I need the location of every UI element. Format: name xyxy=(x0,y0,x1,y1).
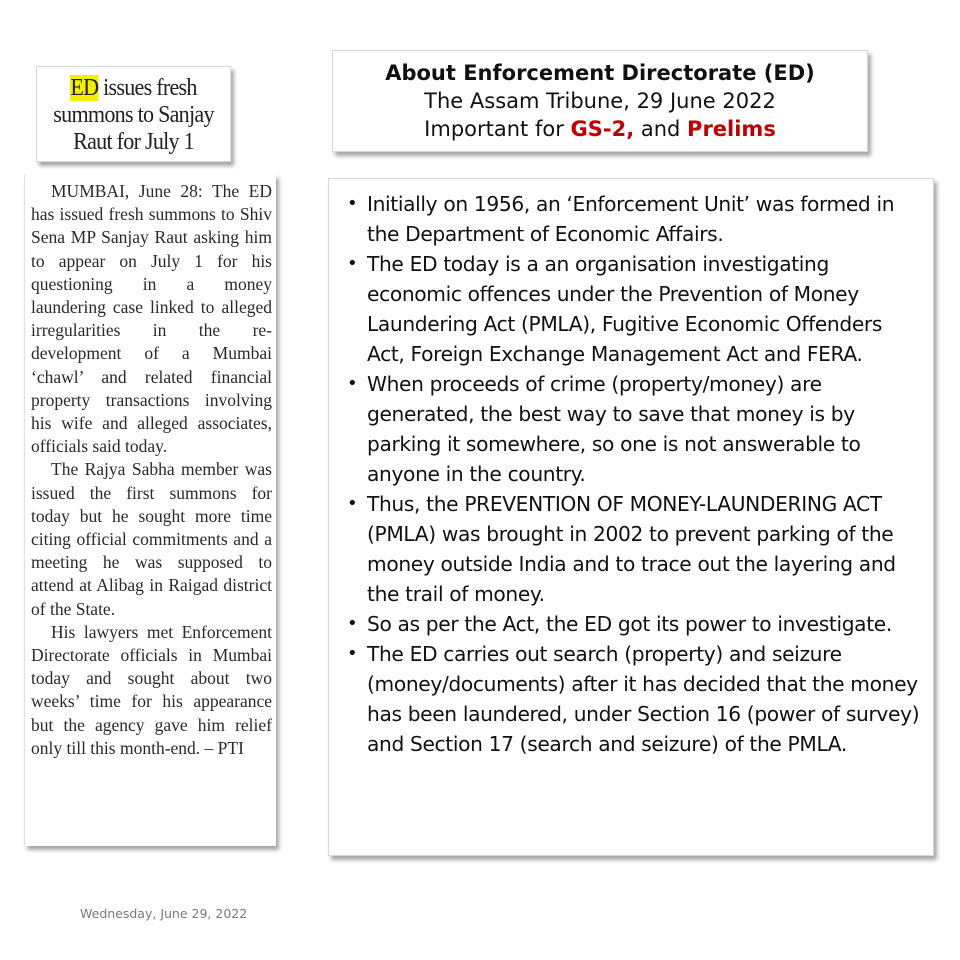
bullet-item: • The ED carries out search (property) and seizure (money/documents) after it has decided that the money has been laundered, under Section 16 (power of survey) and Section 17 (search and seizure) of the PMLA. xyxy=(339,639,923,759)
article-paragraph: MUMBAI, June 28: The ED has issued fresh summons to Shiv Sena MP Sanjay Raut asking him to appear on July 1 for his questioning in a money laundering case linked to alleged irregularities in the re-development of a Mumbai ‘chawl’ and related financial property transactions involving his wife and alleged associates, officials said today. xyxy=(31,181,272,457)
bullet-item: • So as per the Act, the ED got its power to investigate. xyxy=(339,609,923,639)
footer-date: Wednesday, June 29, 2022 xyxy=(80,906,248,921)
title-box xyxy=(332,50,868,152)
bullet-item: • Initially on 1956, an ‘Enforcement Unit’ was formed in the Department of Economic Affairs. xyxy=(339,189,923,249)
headline-line-3: Raut for July 1 xyxy=(73,129,194,155)
headline-highlight: ED xyxy=(70,75,99,101)
article-paragraph: His lawyers met Enforcement Directorate officials in Mumbai today and sought about two weeks’ time for his appearance but the agency gave him relief only till this month-end. – PTI xyxy=(31,621,272,758)
headline-line-2: summons to Sanjay xyxy=(53,102,214,128)
bullet-item: • Thus, the PREVENTION OF MONEY-LAUNDERING ACT (PMLA) was brought in 2002 to prevent parking of the money outside India and to trace out the layering and the trail of money. xyxy=(339,489,923,609)
news-headline xyxy=(36,66,231,162)
bullet-icon: • xyxy=(347,193,358,214)
bullet-list xyxy=(339,189,923,759)
bullet-icon: • xyxy=(347,643,358,664)
article-paragraph: The Rajya Sabha member was issued the first summons for today but he sought more time citing official commitments and a meeting he was supposed to attend at Alibag in Raigad district of the State. xyxy=(31,459,272,619)
source-line: The Assam Tribune, 29 June 2022 xyxy=(424,89,776,113)
headline-line-1: ED issues fresh xyxy=(70,75,197,101)
notes-panel xyxy=(328,178,934,856)
news-article-body xyxy=(24,174,276,846)
importance-line: Important for GS-2, and Prelims xyxy=(424,117,776,141)
bullet-icon: • xyxy=(347,493,358,514)
bullet-item: • The ED today is a an organisation investigating economic offences under the Prevention of Money Laundering Act (PMLA), Fugitive Economic Offenders Act, Foreign Exchange Management Act and FERA. xyxy=(339,249,923,369)
bullet-item: • When proceeds of crime (property/money) are generated, the best way to save that money is by parking it somewhere, so one is not answerable to anyone in the country. xyxy=(339,369,923,489)
bullet-icon: • xyxy=(347,253,358,274)
page-title: About Enforcement Directorate (ED) xyxy=(385,61,815,85)
bullet-icon: • xyxy=(347,373,358,394)
bullet-icon: • xyxy=(347,613,358,634)
prelims-tag: Prelims xyxy=(687,117,776,141)
gs-tag: GS-2, xyxy=(570,117,635,141)
